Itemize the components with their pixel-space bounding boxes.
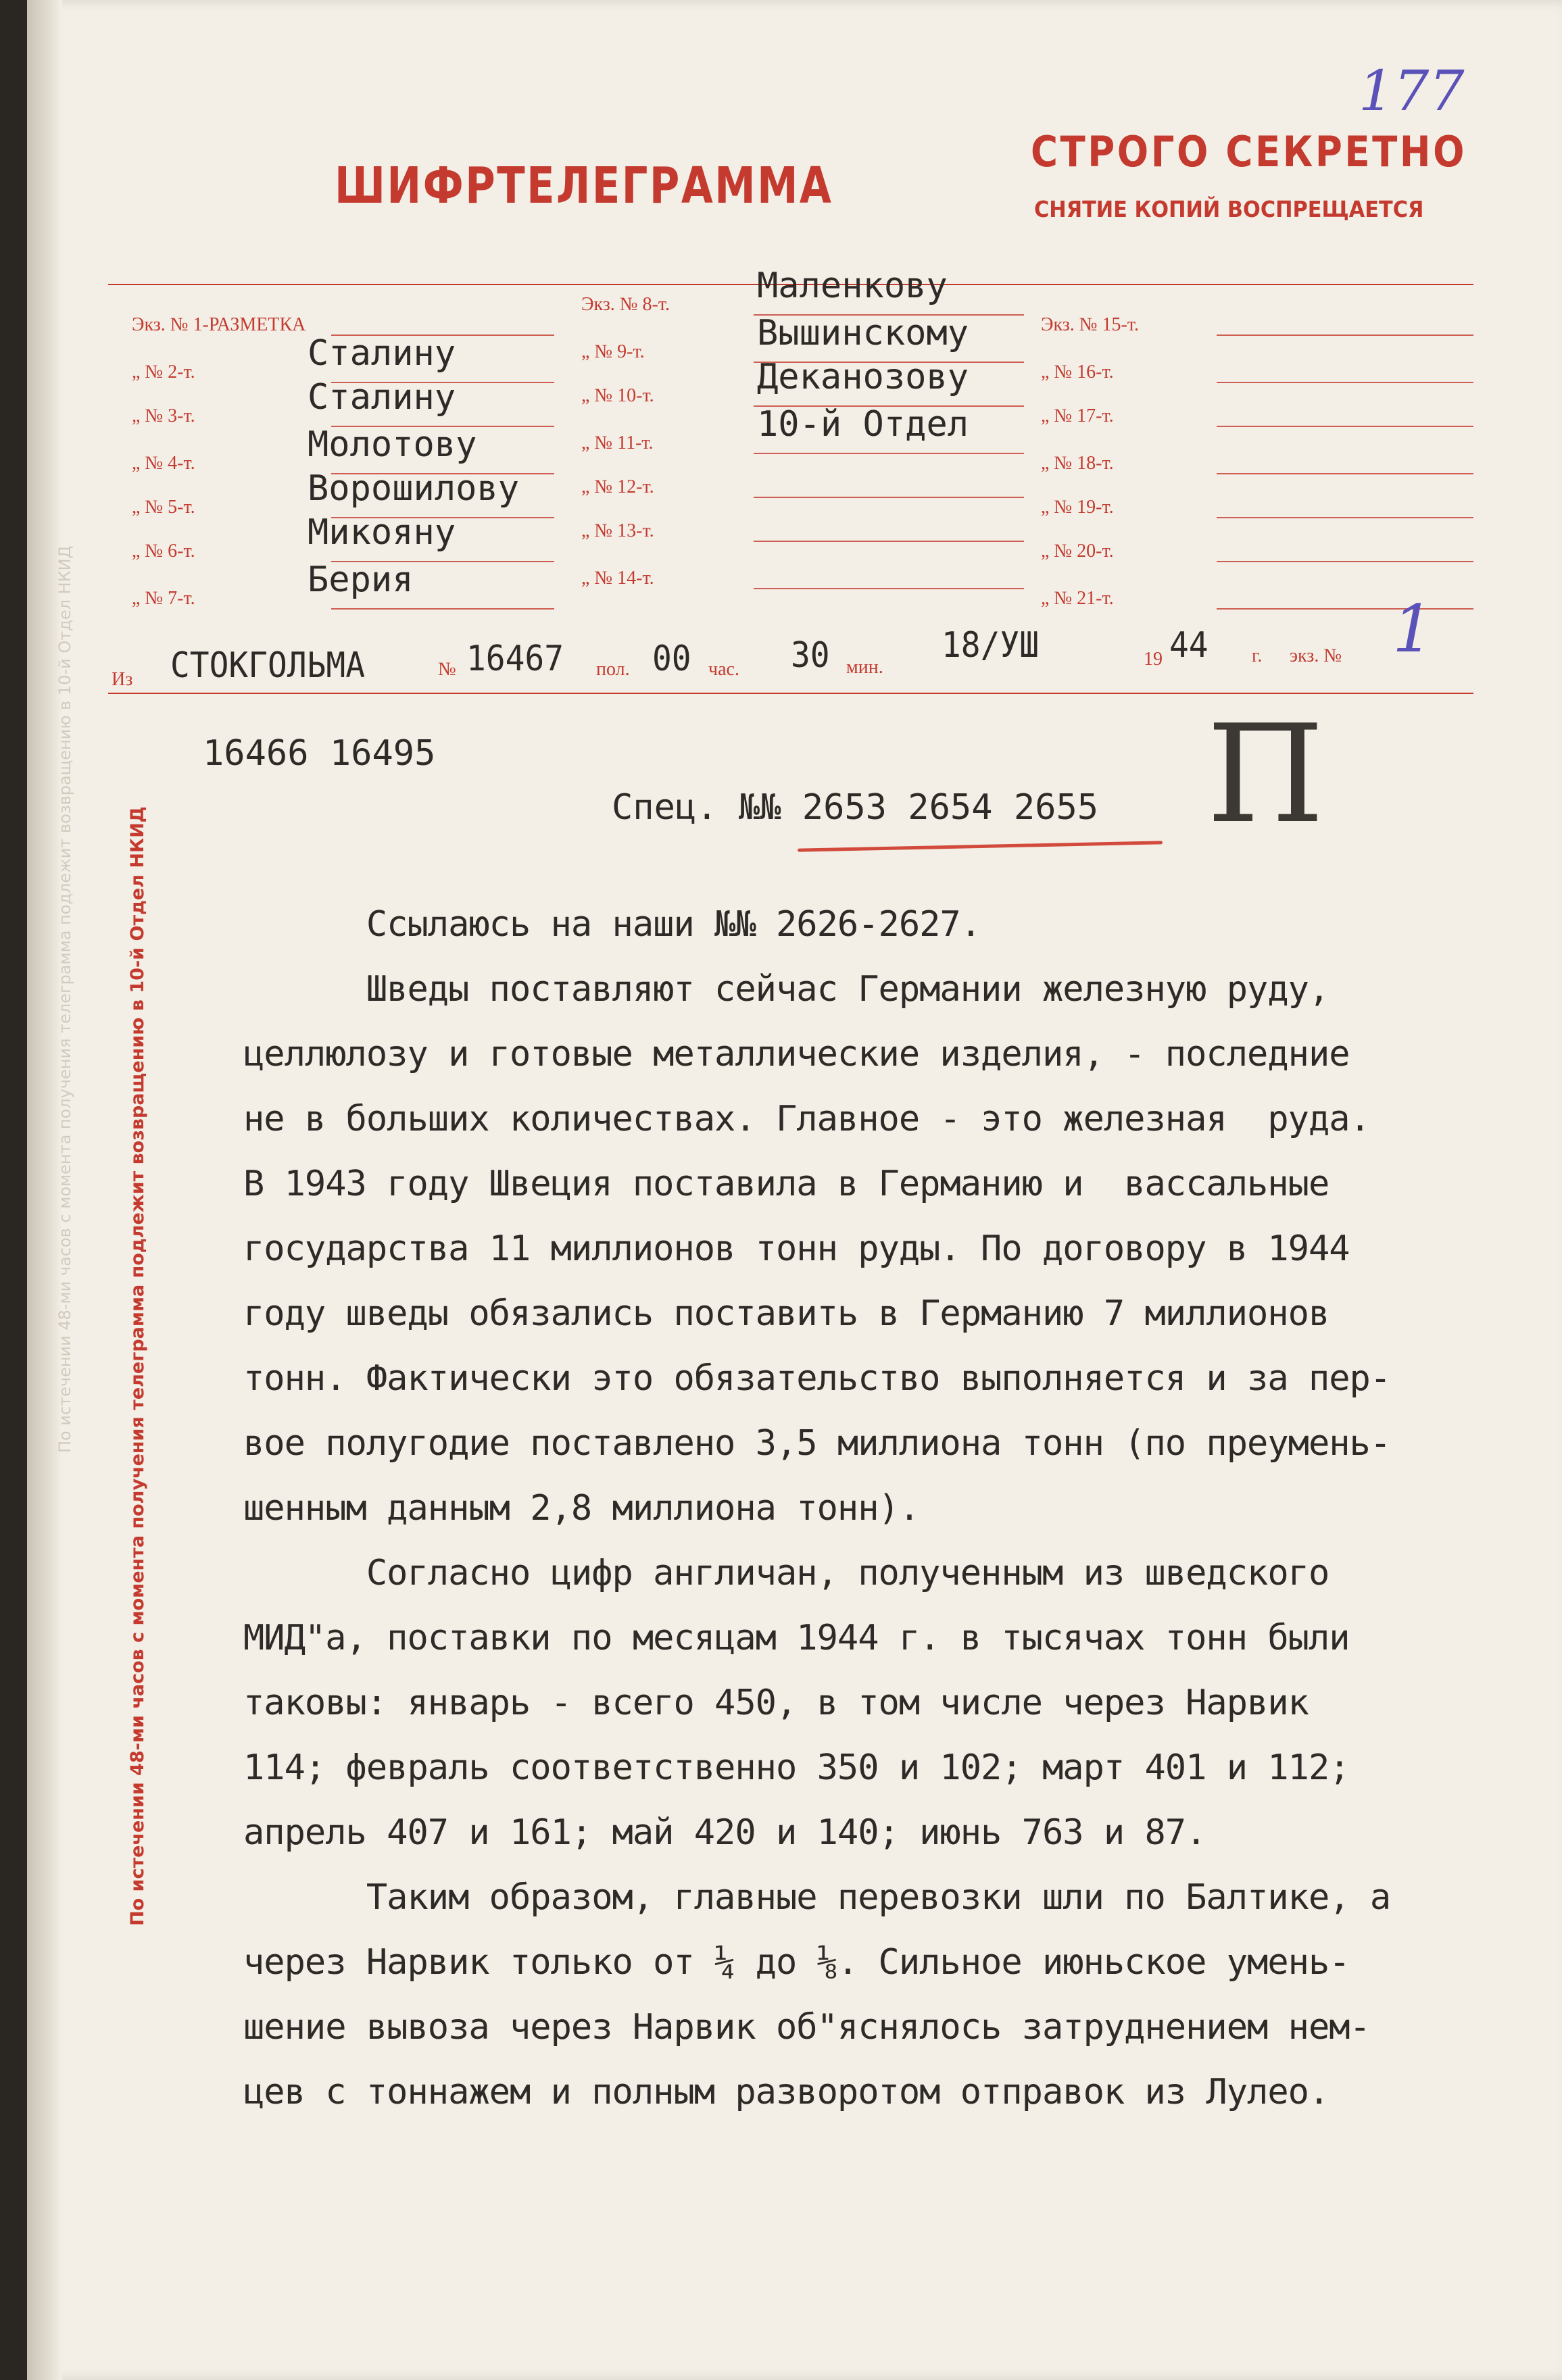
- side-stamp: По истечении 48-ми часов с момента получения телеграмма подлежит возвращению в 10-й Отдел НКИД: [127, 806, 148, 1926]
- document-title: ШИФРТЕЛЕГРАММА: [335, 157, 833, 215]
- fill-line: [1217, 473, 1473, 474]
- recipient-name: Вышинскому: [757, 313, 969, 353]
- from-city: СТОКГОЛЬМА: [170, 645, 366, 686]
- fill-line: [1217, 517, 1473, 518]
- body-line: целлюлозу и готовые металлические изделия, - последние: [243, 1034, 1350, 1074]
- message-body: [243, 892, 1528, 2125]
- slot-label: „ № 20-т.: [1041, 541, 1114, 562]
- fill-line: [754, 453, 1024, 454]
- fill-line: [1217, 561, 1473, 562]
- body-line: МИД"а, поставки по месяцам 1944 г. в тысячах тонн были: [243, 1618, 1350, 1658]
- date-value: 18/УШ: [942, 625, 1040, 666]
- slot-label: „ № 9-т.: [581, 341, 645, 362]
- body-line: шение вывоза через Нарвик об"яснялось затруднением нем-: [243, 2007, 1370, 2048]
- slot-label: „ № 7-т.: [132, 588, 195, 609]
- minute-label: мин.: [846, 657, 883, 678]
- year-value: 44: [1169, 625, 1209, 666]
- slot-label: „ № 3-т.: [132, 405, 195, 426]
- secret-stamp: СТРОГО СЕКРЕТНО: [1031, 127, 1467, 176]
- slot-label: „ № 17-т.: [1041, 405, 1114, 426]
- copy-number: 1: [1392, 591, 1434, 667]
- body-line: Шведы поставляют сейчас Германии железную руду,: [243, 969, 1329, 1010]
- body-line: Таким образом, главные перевозки шли по Балтике, а: [243, 1877, 1391, 1918]
- fill-line: [754, 588, 1024, 589]
- slot-label: Экз. № 15-т.: [1041, 314, 1139, 335]
- body-line: тонн. Фактически это обязательство выполняется и за пер-: [243, 1358, 1391, 1399]
- body-line: Ссылаюсь на наши №№ 2626-2627.: [243, 904, 981, 945]
- fill-line: [1217, 382, 1473, 383]
- year-prefix: 19: [1144, 649, 1163, 670]
- recipient-name: Берия: [308, 560, 414, 600]
- fill-line: [754, 541, 1024, 542]
- recipient-name: Ворошилову: [308, 468, 520, 509]
- slot-label: „ № 6-т.: [132, 541, 195, 562]
- body-line: В 1943 году Швеция поставила в Германию и вассальные: [243, 1164, 1329, 1204]
- from-label: Из: [112, 669, 133, 690]
- recipient-name: 10-й Отдел: [757, 404, 969, 445]
- recipient-name: Сталину: [308, 333, 456, 374]
- origin-rule: [108, 693, 1473, 694]
- recipient-name: Сталину: [308, 377, 456, 418]
- slot-label: Экз. № 1-РАЗМЕТКА: [132, 314, 306, 335]
- body-line: Согласно цифр англичан, полученным из шведского: [243, 1553, 1329, 1593]
- telegram-page: [27, 0, 1562, 2380]
- year-label: г.: [1252, 645, 1263, 666]
- body-line: 114; февраль соответственно 350 и 102; март 401 и 112;: [243, 1747, 1350, 1788]
- body-line: апрель 407 и 161; май 420 и 140; июнь 763 и 87.: [243, 1812, 1206, 1853]
- slot-label: „ № 18-т.: [1041, 453, 1114, 474]
- body-line: государства 11 миллионов тонн руды. По договору в 1944: [243, 1229, 1350, 1269]
- hour-value: 00: [652, 639, 691, 679]
- slot-label: „ № 11-т.: [581, 432, 654, 453]
- special-numbers: Спец. №№ 2653 2654 2655: [612, 787, 1099, 828]
- body-line: через Нарвик только от ¼ до ⅛. Сильное июньское умень-: [243, 1942, 1350, 1983]
- slot-label: „ № 19-т.: [1041, 497, 1114, 518]
- slot-label: „ № 4-т.: [132, 453, 195, 474]
- hour-label: час.: [708, 659, 739, 680]
- body-line: вое полугодие поставлено 3,5 миллиона тонн (по преумень-: [243, 1423, 1391, 1464]
- number-value: 16467: [466, 639, 564, 679]
- fill-line: [1217, 334, 1473, 336]
- slot-label: „ № 21-т.: [1041, 588, 1114, 609]
- slot-label: „ № 13-т.: [581, 520, 654, 541]
- page-number: 177: [1359, 59, 1465, 124]
- fill-line: [754, 497, 1024, 498]
- received-label: пол.: [596, 659, 630, 680]
- body-line: таковы: январь - всего 450, в том числе через Нарвик: [243, 1683, 1309, 1723]
- reference-numbers: 16466 16495: [203, 733, 436, 774]
- fill-line: [331, 608, 554, 610]
- number-label: №: [438, 659, 456, 680]
- recipient-name: Молотову: [308, 424, 477, 465]
- fill-line: [1217, 608, 1473, 610]
- slot-label: „ № 14-т.: [581, 568, 654, 589]
- body-line: шенным данным 2,8 миллиона тонн).: [243, 1488, 920, 1529]
- body-line: цев с тоннажем и полным разворотом отправок из Лулео.: [243, 2072, 1329, 2112]
- bleed-through-text: По истечении 48-ми часов с момента получения телеграмма подлежит возвращению в 10-й Отдел НКИД: [55, 545, 74, 1453]
- handwritten-mark: П: [1206, 696, 1325, 853]
- minute-value: 30: [791, 635, 830, 676]
- recipient-name: Микояну: [308, 512, 456, 553]
- body-line: году шведы обязались поставить в Германию 7 миллионов: [243, 1293, 1329, 1334]
- red-underline: [798, 841, 1163, 851]
- fill-line: [1217, 426, 1473, 427]
- slot-label: „ № 5-т.: [132, 497, 195, 518]
- slot-label: „ № 12-т.: [581, 476, 654, 497]
- slot-label: Экз. № 8-т.: [581, 294, 670, 315]
- copy-label: экз. №: [1290, 645, 1342, 666]
- recipient-name: Маленкову: [757, 266, 948, 306]
- slot-label: „ № 16-т.: [1041, 362, 1114, 382]
- no-copy-notice: СНЯТИЕ КОПИЙ ВОСПРЕЩАЕТСЯ: [1034, 196, 1424, 222]
- recipient-name: Деканозову: [757, 357, 969, 397]
- body-line: не в больших количествах. Главное - это железная руда.: [243, 1099, 1370, 1139]
- slot-label: „ № 2-т.: [132, 362, 195, 382]
- slot-label: „ № 10-т.: [581, 385, 654, 406]
